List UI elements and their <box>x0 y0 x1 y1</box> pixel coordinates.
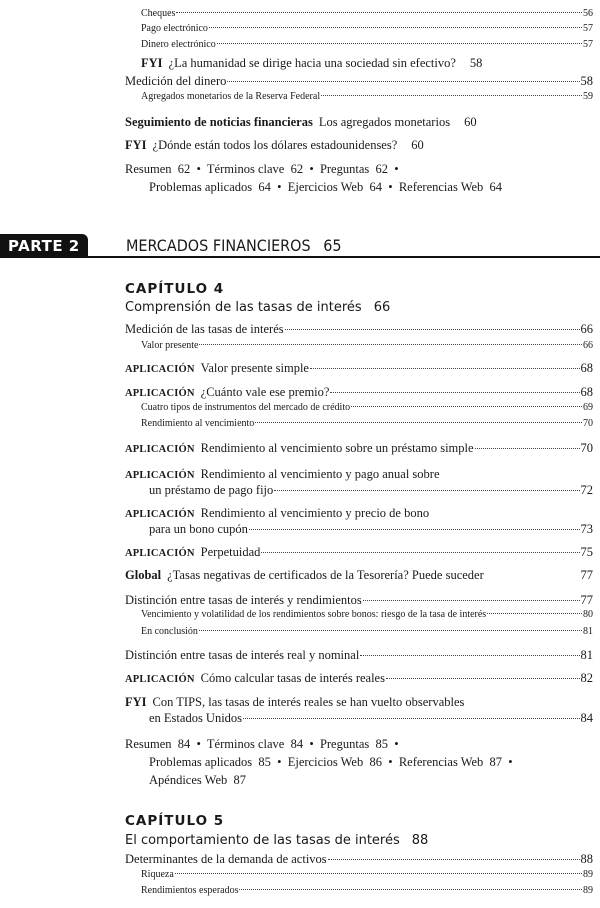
part-divider <box>0 256 600 258</box>
entry-title: Resumen 84 • Términos clave 84 • Preguntas 85 • <box>125 737 399 751</box>
entry-page: 69 <box>583 402 593 413</box>
toc-entry <box>141 402 593 418</box>
entry-page: 82 <box>580 671 593 685</box>
dot-leader <box>199 630 582 631</box>
entry-title: ¿Tasas negativas de certificados de la Tesorería? Puede suceder <box>167 568 484 582</box>
entry-title: Rendimientos esperados <box>141 885 239 896</box>
dot-leader <box>351 406 582 407</box>
dot-leader <box>217 43 582 44</box>
entry-page: 60 <box>411 138 424 152</box>
toc-entry <box>125 671 593 687</box>
chapter-title-text: El comportamiento de las tasas de interés <box>125 833 400 848</box>
entry-title: Problemas aplicados 64 • Ejercicios Web 64 • Referencias Web 64 <box>149 180 503 194</box>
entry-title: En conclusión <box>141 626 198 637</box>
dot-leader <box>175 873 582 874</box>
entry-prefix: Global <box>125 568 162 582</box>
toc-entry <box>141 23 593 39</box>
dot-leader <box>239 889 582 890</box>
entry-title: Dinero electrónico <box>141 39 216 50</box>
entry-prefix: FYI <box>141 56 163 70</box>
entry-title: Vencimiento y volatilidad de los rendimientos sobre bonos: riesgo de la tasa de interés <box>141 609 487 620</box>
part-title <box>126 236 354 255</box>
entry-title: ¿La humanidad se dirige hacia una sociedad sin efectivo? <box>168 56 456 70</box>
toc-entry <box>125 852 593 868</box>
entry-title: Rendimiento al vencimiento <box>141 418 255 429</box>
entry-title: Cómo calcular tasas de interés reales <box>200 671 385 685</box>
toc-entry <box>149 711 593 727</box>
entry-page: 81 <box>583 626 593 637</box>
entry-page: 57 <box>583 23 593 34</box>
part-page: 65 <box>323 236 342 255</box>
entry-page: 89 <box>583 885 593 896</box>
entry-title: un préstamo de pago fijo <box>149 483 274 497</box>
dot-leader <box>261 552 579 553</box>
toc-entry <box>149 180 502 196</box>
entry-page: 88 <box>580 852 593 866</box>
entry-prefix: APLICACIÓN <box>125 364 195 375</box>
toc-entry <box>141 626 593 642</box>
entry-page: 66 <box>580 322 593 336</box>
entry-prefix: Seguimiento de noticias financieras <box>125 115 313 129</box>
toc-entry <box>141 56 482 72</box>
entry-page: 77 <box>580 568 593 582</box>
dot-leader <box>227 81 579 82</box>
entry-title: Rendimiento al vencimiento y pago anual sobre <box>200 467 440 481</box>
entry-page: 77 <box>580 593 593 607</box>
toc-entry <box>141 91 593 107</box>
chapter-page: 66 <box>373 300 391 315</box>
toc-entry <box>149 773 246 789</box>
part-title-text: MERCADOS FINANCIEROS <box>126 236 311 255</box>
dot-leader <box>475 448 580 449</box>
entry-page: 75 <box>580 545 593 559</box>
dot-leader <box>243 718 579 719</box>
toc-entry <box>141 8 593 24</box>
entry-title: Riqueza <box>141 869 174 880</box>
entry-page: 56 <box>583 8 593 19</box>
toc-entry <box>141 340 593 356</box>
dot-leader <box>249 529 580 530</box>
toc-entry <box>125 568 593 584</box>
entry-page: 72 <box>580 483 593 497</box>
entry-page: 68 <box>580 361 593 375</box>
dot-leader <box>386 678 580 679</box>
dot-leader <box>485 575 580 576</box>
toc-entry <box>125 441 593 457</box>
toc-entry <box>125 593 593 609</box>
chapter-4-label: CAPÍTULO 4 <box>125 281 225 297</box>
entry-page: 58 <box>580 74 593 88</box>
entry-page: 60 <box>464 115 477 129</box>
entry-title: Problemas aplicados 85 • Ejercicios Web 86 • Referencias Web 87 • <box>149 755 513 769</box>
dot-leader <box>360 655 579 656</box>
entry-prefix: APLICACIÓN <box>125 509 195 520</box>
toc-entry <box>125 506 429 522</box>
toc-entry <box>125 648 593 664</box>
toc-entry <box>149 755 513 771</box>
toc-entry <box>141 39 593 55</box>
entry-page: 66 <box>583 340 593 351</box>
dot-leader <box>328 859 580 860</box>
entry-page: 84 <box>580 711 593 725</box>
entry-prefix: FYI <box>125 138 147 152</box>
dot-leader <box>310 368 580 369</box>
dot-leader <box>199 344 582 345</box>
dot-leader <box>363 600 580 601</box>
dot-leader <box>255 422 582 423</box>
entry-title: Medición de las tasas de interés <box>125 322 284 336</box>
entry-title: Distinción entre tasas de interés y rendimientos <box>125 593 362 607</box>
toc-entry <box>125 115 477 131</box>
entry-page: 58 <box>469 56 483 70</box>
dot-leader <box>330 392 579 393</box>
entry-prefix: APLICACIÓN <box>125 388 195 399</box>
entry-title: Cuatro tipos de instrumentos del mercado de crédito <box>141 402 351 413</box>
entry-title: Medición del dinero <box>125 74 227 88</box>
toc-entry <box>149 483 593 499</box>
entry-page: 68 <box>580 385 593 399</box>
entry-title: Cheques <box>141 8 176 19</box>
entry-title: para un bono cupón <box>149 522 248 536</box>
entry-title: Resumen 62 • Términos clave 62 • Preguntas 62 • <box>125 162 399 176</box>
toc-entry <box>141 418 593 434</box>
toc-entry <box>125 467 440 483</box>
entry-title: Valor presente <box>141 340 199 351</box>
toc-entry <box>125 162 399 178</box>
dot-leader <box>209 27 582 28</box>
toc-entry <box>125 322 593 338</box>
toc-entry <box>125 74 593 90</box>
entry-prefix: APLICACIÓN <box>125 470 195 481</box>
toc-entry <box>125 695 464 711</box>
entry-prefix: FYI <box>125 695 147 709</box>
chapter-page: 88 <box>411 833 429 848</box>
entry-page: 89 <box>583 869 593 880</box>
entry-page: 70 <box>583 418 593 429</box>
entry-title: Con TIPS, las tasas de interés reales se han vuelto observables <box>152 695 465 709</box>
entry-title: Determinantes de la demanda de activos <box>125 852 327 866</box>
dot-leader <box>487 613 582 614</box>
entry-title: Rendimiento al vencimiento sobre un préstamo simple <box>200 441 474 455</box>
entry-title: Perpetuidad <box>200 545 261 559</box>
entry-prefix: APLICACIÓN <box>125 548 195 559</box>
chapter-4-title <box>125 300 390 315</box>
dot-leader <box>321 95 582 96</box>
entry-page: 81 <box>580 648 593 662</box>
toc-entry <box>125 545 593 561</box>
chapter-title-text: Comprensión de las tasas de interés <box>125 300 362 315</box>
part-label: PARTE 2 <box>0 234 88 258</box>
chapter-5-title <box>125 833 428 848</box>
entry-title: ¿Cuánto vale ese premio? <box>200 385 330 399</box>
entry-prefix: APLICACIÓN <box>125 674 195 685</box>
dot-leader <box>274 490 579 491</box>
toc-entry <box>125 385 593 401</box>
entry-title: Valor presente simple <box>200 361 309 375</box>
entry-title: Los agregados monetarios <box>318 115 451 129</box>
entry-page: 59 <box>583 91 593 102</box>
entry-title: Rendimiento al vencimiento y precio de bono <box>200 506 430 520</box>
entry-page: 73 <box>580 522 593 536</box>
entry-prefix: APLICACIÓN <box>125 444 195 455</box>
toc-entry <box>141 869 593 885</box>
entry-title: Apéndices Web 87 <box>149 773 247 787</box>
toc-entry <box>141 885 593 901</box>
entry-title: Pago electrónico <box>141 23 208 34</box>
entry-title: en Estados Unidos <box>149 711 243 725</box>
toc-entry <box>125 737 399 753</box>
entry-title: ¿Dónde están todos los dólares estadounidenses? <box>152 138 398 152</box>
toc-entry <box>125 138 424 154</box>
entry-page: 70 <box>580 441 593 455</box>
dot-leader <box>285 329 580 330</box>
toc-entry <box>141 609 593 625</box>
entry-title: Agregados monetarios de la Reserva Federal <box>141 91 321 102</box>
entry-page: 57 <box>583 39 593 50</box>
dot-leader <box>176 12 582 13</box>
chapter-5-label: CAPÍTULO 5 <box>125 813 225 829</box>
toc-entry <box>149 522 593 538</box>
entry-page: 80 <box>583 609 593 620</box>
entry-title: Distinción entre tasas de interés real y nominal <box>125 648 360 662</box>
toc-entry <box>125 361 593 377</box>
